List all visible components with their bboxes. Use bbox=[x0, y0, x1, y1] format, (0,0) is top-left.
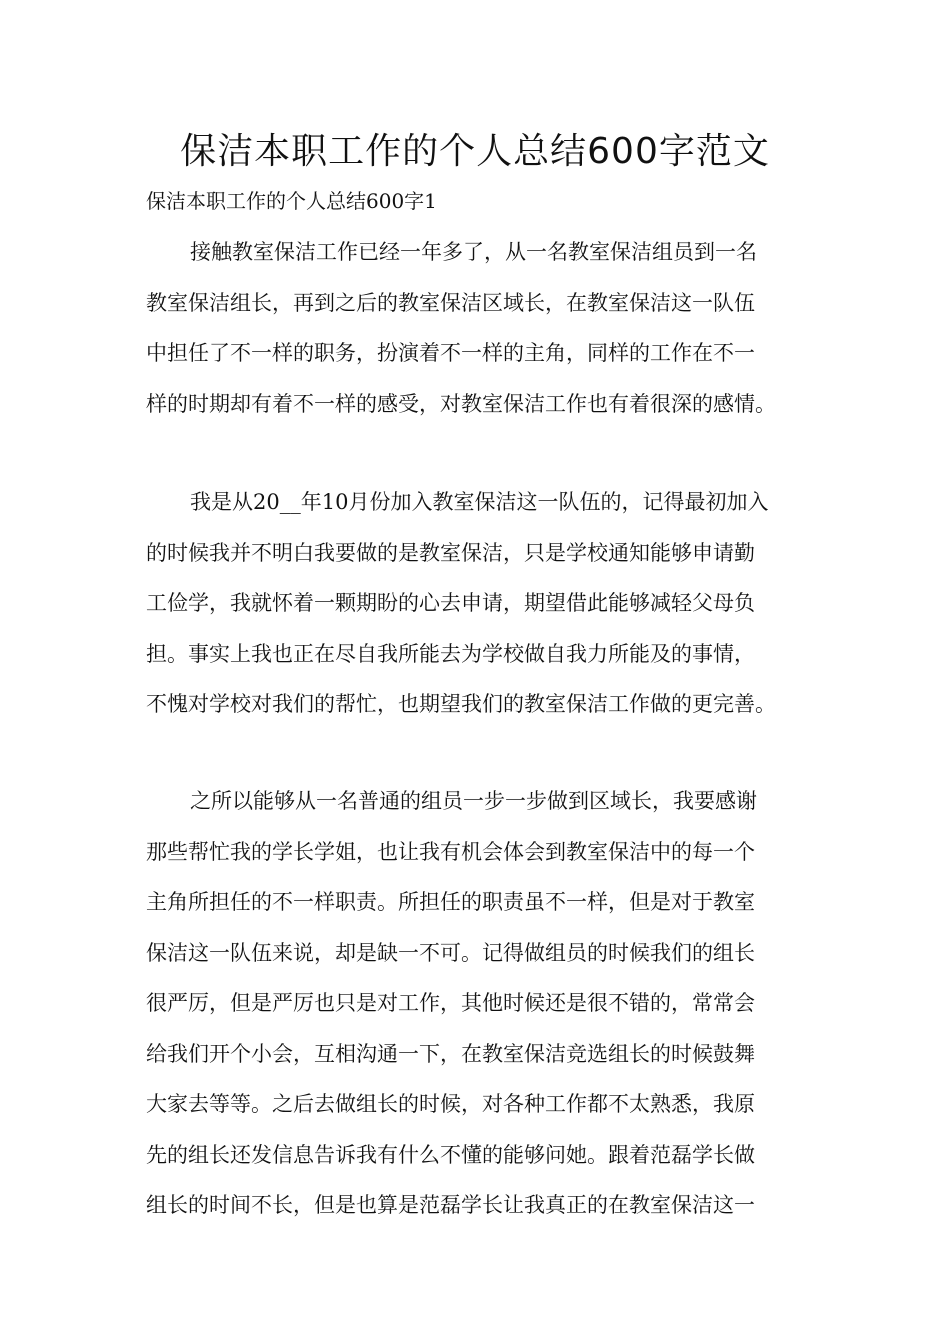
paragraph-line: 中担任了不一样的职务，扮演着不一样的主角，同样的工作在不一 bbox=[146, 341, 755, 365]
paragraph-line: 主角所担任的不一样职责。所担任的职责虽不一样，但是对于教室 bbox=[146, 890, 755, 914]
paragraph-line: 保洁这一队伍来说，却是缺一不可。记得做组员的时候我们的组长 bbox=[146, 940, 755, 965]
paragraph-line: 很严厉，但是严厉也只是对工作，其他时候还是很不错的，常常会 bbox=[146, 991, 755, 1015]
paragraph-line: 先的组长还发信息告诉我有什么不懂的能够问她。跟着范磊学长做 bbox=[146, 1142, 755, 1167]
paragraph-2 bbox=[146, 487, 814, 740]
paragraph-line: 工俭学，我就怀着一颗期盼的心去申请，期望借此能够减轻父母负 bbox=[146, 591, 755, 615]
paragraph-3 bbox=[146, 786, 814, 1241]
paragraph-line: 给我们开个小会，互相沟通一下，在教室保洁竞选组长的时候鼓舞 bbox=[146, 1041, 755, 1066]
paragraph-line: 担。事实上我也正在尽自我所能去为学校做自我力所能及的事情， bbox=[146, 641, 755, 666]
paragraph-line: 教室保洁组长，再到之后的教室保洁区域长，在教室保洁这一队伍 bbox=[146, 290, 755, 315]
paragraph-line: 接触教室保洁工作已经一年多了，从一名教室保洁组员到一名 bbox=[190, 240, 757, 264]
paragraph-line: 不愧对学校对我们的帮忙，也期望我们的教室保洁工作做的更完善。 bbox=[146, 692, 776, 716]
paragraph-line: 那些帮忙我的学长学姐，也让我有机会体会到教室保洁中的每一个 bbox=[146, 839, 755, 864]
paragraph-line: 样的时期却有着不一样的感受，对教室保洁工作也有着很深的感情。 bbox=[146, 391, 776, 416]
paragraph-line: 组长的时间不长，但是也算是范磊学长让我真正的在教室保洁这一 bbox=[146, 1193, 755, 1217]
document-subtitle: 保洁本职工作的个人总结600字1 bbox=[146, 189, 437, 213]
paragraph-1 bbox=[146, 237, 814, 439]
paragraph-line: 的时候我并不明白我要做的是教室保洁，只是学校通知能够申请勤 bbox=[146, 540, 755, 565]
paragraph-line: 之所以能够从一名普通的组员一步一步做到区域长，我要感谢 bbox=[190, 789, 757, 813]
document-title: 保洁本职工作的个人总结600字范文 bbox=[180, 131, 770, 172]
paragraph-line: 大家去等等。之后去做组长的时候，对各种工作都不太熟悉，我原 bbox=[146, 1092, 755, 1116]
paragraph-line: 我是从20__年10月份加入教室保洁这一队伍的，记得最初加入 bbox=[190, 490, 769, 514]
